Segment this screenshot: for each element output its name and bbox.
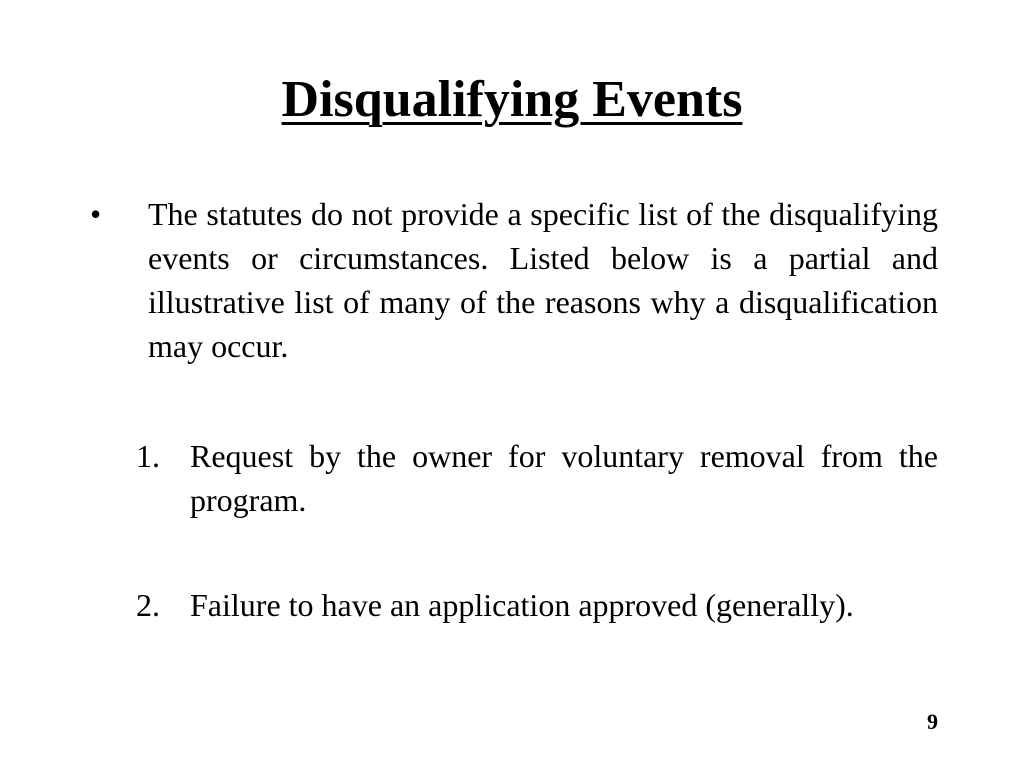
bullet-marker: •	[90, 196, 102, 232]
page-number: 9	[927, 709, 938, 734]
list-item-text: Failure to have an application approved (generally).	[190, 587, 854, 623]
bullet-text: The statutes do not provide a specific list of the disqualifying events or circumstances. Listed below is a partial and illustrative list of many of the reasons why a disqualification may occur.	[148, 196, 938, 364]
list-item	[136, 434, 938, 522]
list-item-text: Request by the owner for voluntary removal from the program.	[190, 438, 938, 518]
list-item-number: 1.	[136, 438, 160, 474]
list-item-number: 2.	[136, 587, 160, 623]
slide-title	[0, 68, 1024, 132]
bullet-paragraph	[82, 192, 938, 368]
slide-title-text: Disqualifying Events	[281, 71, 743, 128]
list-item	[136, 583, 938, 627]
